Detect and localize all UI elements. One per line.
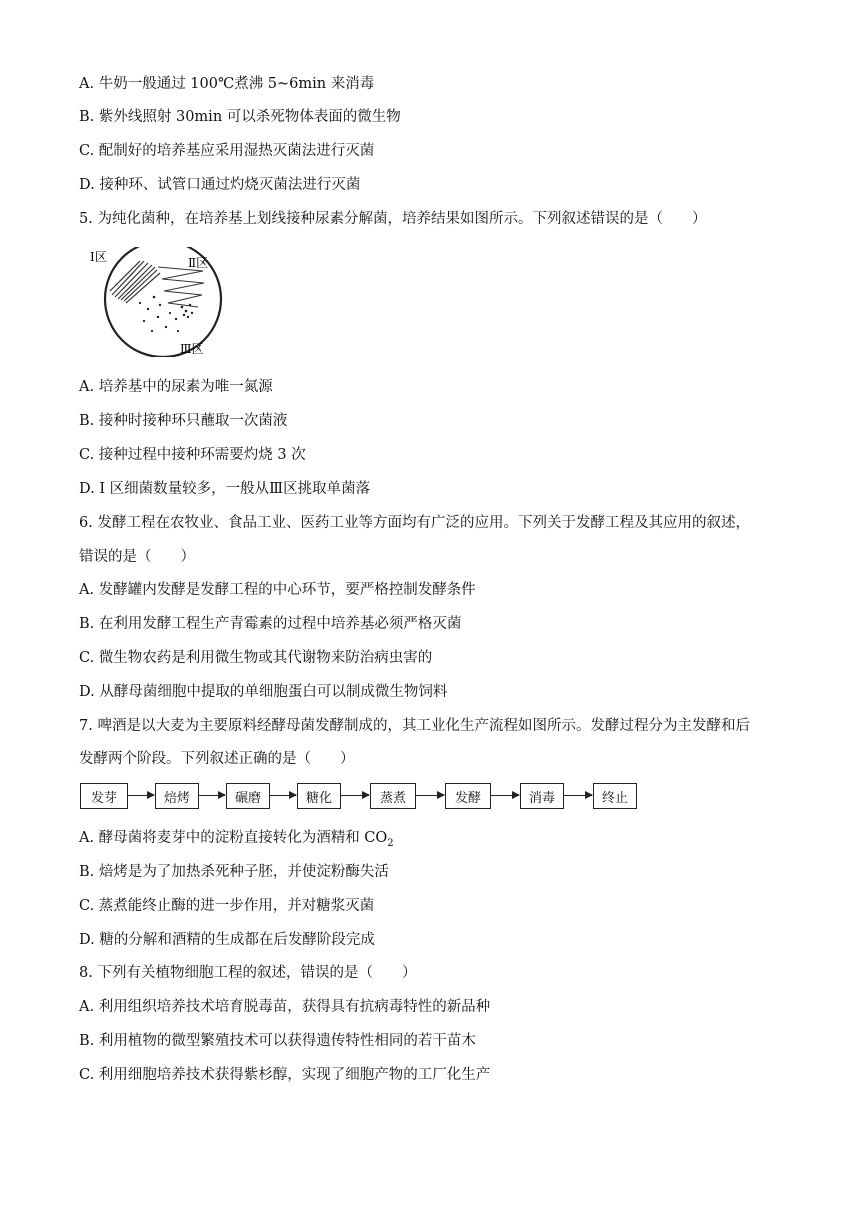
zone-i-label: Ⅰ区 <box>90 250 107 264</box>
q5-option-d: D. I 区细菌数量较多，一般从Ⅲ区挑取单菌落 <box>79 481 371 497</box>
q7-stem-line1: 7. 啤酒是以大麦为主要原料经酵母菌发酵制成的，其工业化生产流程如图所示。发酵过程分为主发酵和后 <box>79 718 750 734</box>
flow-step-5: 蒸煮 <box>370 783 416 809</box>
flow-step-6: 发酵 <box>445 783 491 809</box>
flow-arrow <box>128 795 154 796</box>
q6-option-d: D. 从酵母菌细胞中提取的单细胞蛋白可以制成微生物饲料 <box>79 684 448 700</box>
q8-option-a: A. 利用组织培养技术培育脱毒苗，获得具有抗病毒特性的新品种 <box>79 999 491 1015</box>
flow-step-3: 碾磨 <box>226 783 270 809</box>
flow-step-8: 终止 <box>593 783 637 809</box>
q7-option-a-text: A. 酵母菌将麦芽中的淀粉直接转化为酒精和 CO <box>79 830 388 846</box>
flow-arrow <box>341 795 369 796</box>
q6-stem-line1: 6. 发酵工程在农牧业、食品工业、医药工业等方面均有广泛的应用。下列关于发酵工程及其应用的叙述， <box>79 515 750 531</box>
flow-step-7: 消毒 <box>520 783 564 809</box>
flow-step-4: 糖化 <box>297 783 341 809</box>
q4-option-c: C. 配制好的培养基应采用湿热灭菌法进行灭菌 <box>79 143 375 159</box>
flow-arrow <box>491 795 519 796</box>
q7-option-a-subscript: 2 <box>387 837 394 849</box>
flow-step-2: 焙烤 <box>155 783 199 809</box>
flow-arrow <box>270 795 296 796</box>
q4-option-a: A. 牛奶一般通过 100℃煮沸 5~6min 来消毒 <box>79 76 375 92</box>
q6-stem-line2: 错误的是（ ） <box>79 549 195 565</box>
q5-option-a: A. 培养基中的尿素为唯一氮源 <box>79 379 273 395</box>
q5-option-b: B. 接种时接种环只蘸取一次菌液 <box>79 413 288 429</box>
zone-ii-label: Ⅱ区 <box>188 256 209 270</box>
q4-option-d: D. 接种环、试管口通过灼烧灭菌法进行灭菌 <box>79 177 361 193</box>
q7-option-b: B. 焙烤是为了加热杀死种子胚，并使淀粉酶失活 <box>79 864 389 880</box>
q7-option-a <box>79 828 394 854</box>
q6-option-c: C. 微生物农药是利用微生物或其代谢物来防治病虫害的 <box>79 650 433 666</box>
q8-option-c: C. 利用细胞培养技术获得紫杉醇，实现了细胞产物的工厂化生产 <box>79 1067 491 1083</box>
flow-arrow <box>199 795 225 796</box>
flow-arrow <box>564 795 592 796</box>
q7-stem-line2: 发酵两个阶段。下列叙述正确的是（ ） <box>79 751 355 767</box>
q6-option-b: B. 在利用发酵工程生产青霉素的过程中培养基必须严格灭菌 <box>79 616 462 632</box>
q6-option-a: A. 发酵罐内发酵是发酵工程的中心环节，要严格控制发酵条件 <box>79 582 476 598</box>
q8-stem: 8. 下列有关植物细胞工程的叙述，错误的是（ ） <box>79 965 417 981</box>
q7-option-d: D. 糖的分解和酒精的生成都在后发酵阶段完成 <box>79 932 375 948</box>
flow-arrow <box>416 795 444 796</box>
q5-option-c: C. 接种过程中接种环需要灼烧 3 次 <box>79 447 306 463</box>
brewing-flowchart <box>80 783 640 815</box>
zone-iii-label: Ⅲ区 <box>180 342 204 356</box>
petri-dish-figure <box>88 247 228 357</box>
q7-option-c: C. 蒸煮能终止酶的进一步作用，并对糖浆灭菌 <box>79 898 375 914</box>
flow-step-1: 发芽 <box>80 783 128 809</box>
q5-stem: 5. 为纯化菌种，在培养基上划线接种尿素分解菌，培养结果如图所示。下列叙述错误的是（ ） <box>79 211 707 227</box>
q8-option-b: B. 利用植物的微型繁殖技术可以获得遗传特性相同的若干苗木 <box>79 1033 476 1049</box>
q4-option-b: B. 紫外线照射 30min 可以杀死物体表面的微生物 <box>79 109 401 125</box>
